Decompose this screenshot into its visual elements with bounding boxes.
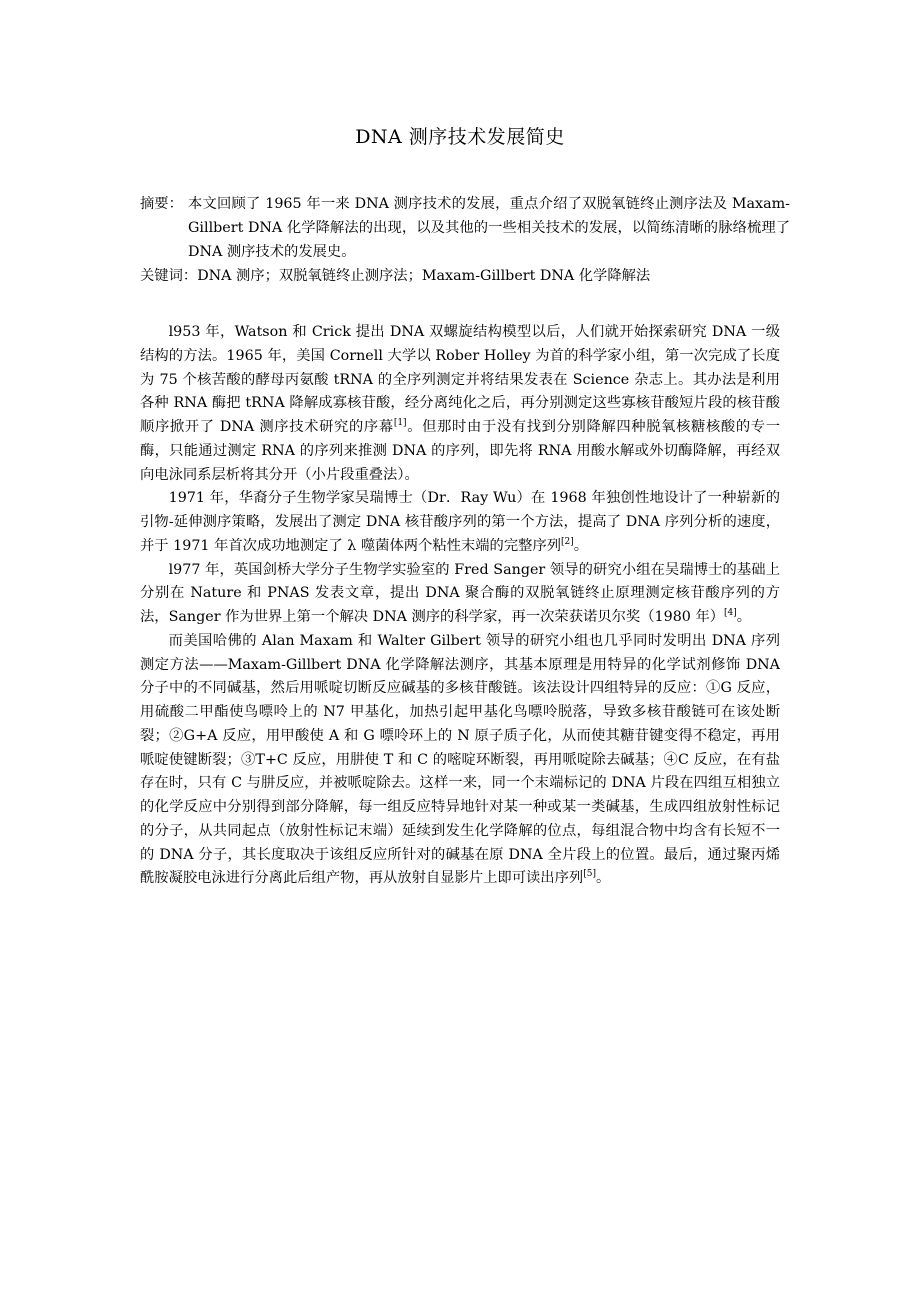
paragraph-text: 而美国哈佛的 Alan Maxam 和 Walter Gilbert 领导的研究小组也几乎同时发明出 DNA 序列测定方法——Maxam-Gillbert DNA 化学降解法测序，其基本原理是用特异的化学试剂修饰 DNA 分子中的不同碱基，然后用哌啶切断反应碱基的多核苷酸链。该法设计四组特异的反应：①G 反应，用硫酸二甲酯使鸟嘌呤上的 N7 甲基化，加热引起甲基化鸟嘌呤脱落，导致多核苷酸链可在该处断裂；②G+A 反应，用甲酸使 A 和 G 嘌呤环上的 N 原子质子化，从而使其糖苷键变得不稳定，再用哌啶使键断裂；③T+C 反应，用肼使 T 和 C 的嘧啶环断裂，再用哌啶除去碱基；④C 反应，在有盐存在时，只有 C 与肼反应，并被哌啶除去。这样一来，同一个末端标记的 DNA 片段在四组互相独立的化学反应中分别得到部分降解，每一组反应特异地针对某一种或某一类碱基，生成四组放射性标记的分子，从共同起点（放射性标记末端）延续到发生化学降解的位点，每组混合物中均含有长短不一的 DNA 分子，其长度取决于该组反应所针对的碱基在原 DNA 全片段上的位置。最后，通过聚丙烯酰胺凝胶电泳进行分离此后组产物，再从放射自显影片上即可读出序列 — [140, 632, 780, 887]
citation-ref: [4] — [724, 608, 737, 618]
abstract-label: 摘要： — [140, 196, 183, 212]
keywords — [140, 264, 800, 288]
paragraph-text: 。 — [595, 870, 611, 887]
citation-ref: [1] — [393, 418, 407, 428]
paragraph — [140, 321, 780, 487]
paragraph — [140, 487, 780, 558]
body-text — [140, 321, 780, 891]
citation-ref: [5] — [583, 869, 596, 880]
abstract — [140, 192, 790, 264]
keywords-text: DNA 测序；双脱氧链终止测序法；Maxam-Gillbert DNA 化学降解法 — [197, 268, 651, 284]
paragraph-text: 1971 年，华裔分子生物学家吴瑞博士（Dr．Ray Wu）在 1968 年独创性地设计了一种崭新的引物-延伸测序策略，发展出了测定 DNA 核苷酸序列的第一个方法，提高了 DNA 序列分析的速度，并于 1971 年首次成功地测定了 λ 噬菌体两个粘性末端的完整序列 — [140, 490, 780, 554]
paragraph-text: l953 年，Watson 和 Crick 提出 DNA 双螺旋结构模型以后，人们就开始探索研究 DNA 一级结构的方法。1965 年，美国 Cornell 大学以 Rober Holley 为首的科学家小组，第一次完成了长度为 75 个核苦酸的酵母丙氨酸 tRNA 的全序列测定并将结果发表在 Science 杂志上。其办法是利用各种 RNA 酶把 tRNA 降解成寡核苷酸，经分离纯化之后，再分别测定这些寡核苷酸短片段的核苷酸顺序掀开了 DNA 测序技术研究的序幕 — [140, 324, 780, 435]
paragraph — [140, 559, 780, 630]
paragraph-text: 。但那时由于没有找到分别降解四种脱氧核糖核酸的专一酶，只能通过测定 RNA 的序列来推测 DNA 的序列，即先将 RNA 用酸水解或外切酶降解，再经双向电泳同系层析将其分开（小片段重叠法）。 — [140, 419, 781, 483]
paragraph-text: l977 年，英国剑桥大学分子生物学实验室的 Fred Sanger 领导的研究小组在吴瑞博士的基础上分别在 Nature 和 PNAS 发表文章，提出 DNA 聚合酶的双脱氧链终止原理测定核苷酸序列的方法，Sanger 作为世界上第一个解决 DNA 测序的科学家，再一次荣获诺贝尔奖（1980 年） — [140, 561, 780, 625]
abstract-text: 本文回顾了 1965 年一来 DNA 测序技术的发展，重点介绍了双脱氧链终止测序法及 Maxam-Gillbert DNA 化学降解法的出现，以及其他的一些相关技术的发展，以简练清晰的脉络梳理了 DNA 测序技术的发展史。 — [188, 196, 790, 260]
keywords-label: 关键词： — [140, 268, 198, 284]
document-title: DNA 测序技术发展简史 — [355, 126, 565, 148]
citation-ref: [2] — [561, 536, 574, 547]
paragraph-text: 。 — [573, 537, 589, 554]
paragraph — [140, 630, 780, 891]
paragraph-text: 。 — [736, 609, 752, 625]
